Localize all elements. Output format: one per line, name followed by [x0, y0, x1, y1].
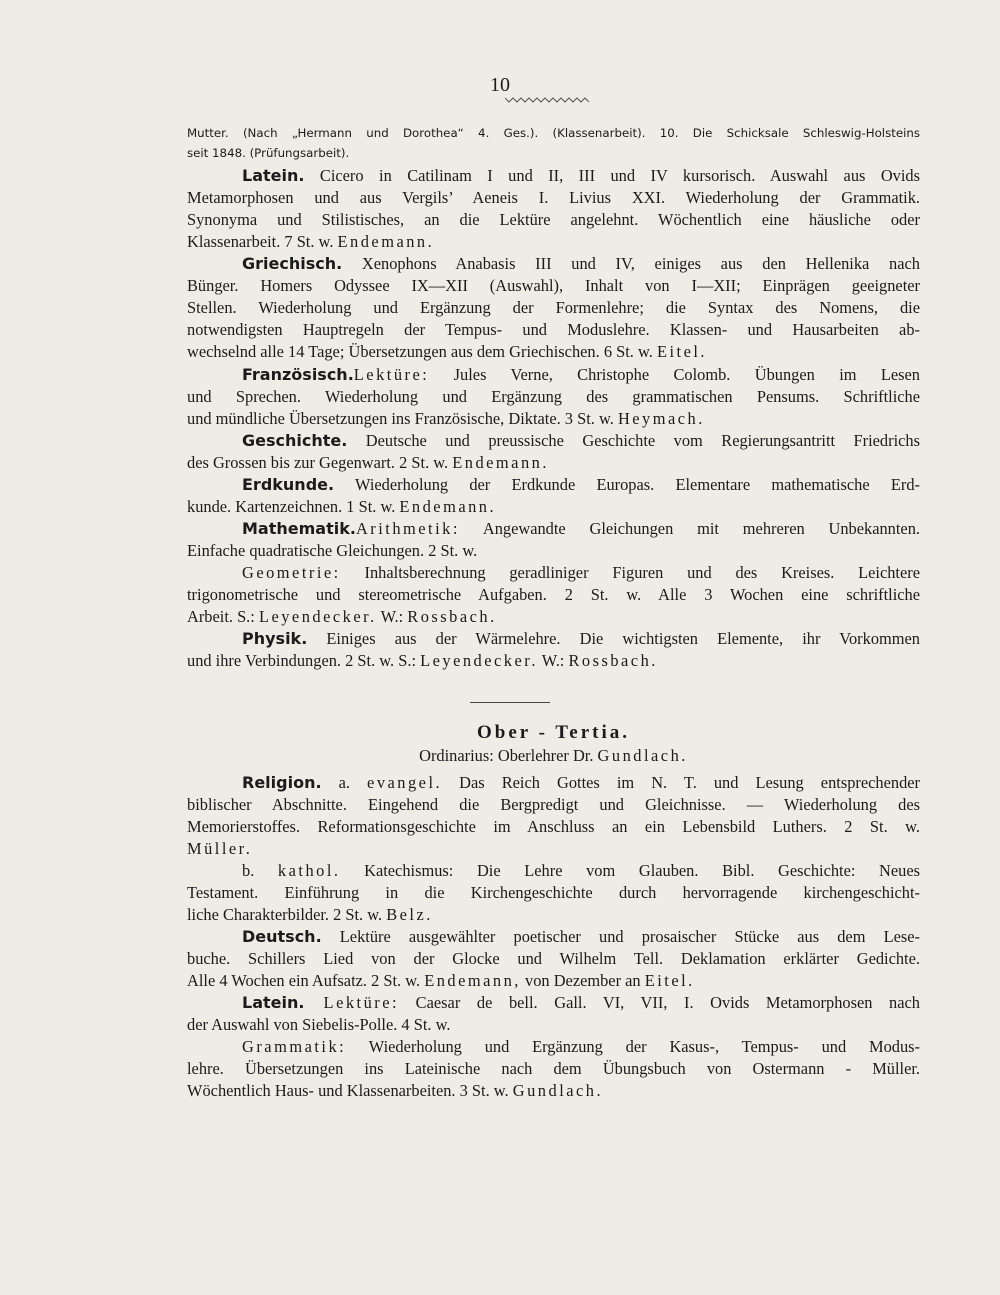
- spaced-name: evangel.: [367, 773, 443, 792]
- text-line: [187, 794, 920, 816]
- text-segment: Mutter. (Nach „Hermann und Dorothea“ 4. Ges.). (Klassenarbeit). 10. Die Schicksale Schleswig-Holsteins: [187, 126, 920, 140]
- text-segment: wechselnd alle 14 Tage; Übersetzungen aus dem Griechischen. 6 St. w.: [187, 342, 657, 361]
- text-line: [187, 992, 920, 1014]
- subject-heading: Religion.: [242, 773, 322, 792]
- subject-heading: Mathematik.: [242, 519, 356, 538]
- spaced-text: Arithmetik:: [355, 519, 460, 538]
- text-line: [187, 606, 920, 628]
- text-line: [187, 231, 920, 253]
- text-line: [187, 187, 920, 209]
- text-line: [187, 1036, 920, 1058]
- text-line: [187, 540, 920, 562]
- spaced-text: Müller.: [187, 839, 253, 858]
- text-segment: des Grossen bis zur Gegenwart. 2 St. w.: [187, 453, 453, 472]
- text-line: [187, 628, 920, 650]
- text-segment: Synonyma und Stilistisches, an die Lektüre angelehnt. Wöchentlich eine häusliche oder: [187, 210, 920, 229]
- text-line: [187, 253, 920, 275]
- text-segment: Wiederholung der Erdkunde Europas. Elementare mathematische Erd-: [334, 475, 920, 494]
- text-line: [187, 364, 920, 386]
- spaced-text: kathol.: [277, 861, 341, 880]
- text-segment: Inhaltsberechnung geradliniger Figuren und des Kreises. Leichtere: [340, 563, 920, 582]
- text-line: [187, 970, 920, 992]
- text-line: [187, 816, 920, 838]
- text-line: [187, 860, 920, 882]
- text-segment: a.: [321, 773, 368, 792]
- spaced-text: Grammatik:: [242, 1037, 347, 1056]
- text-line: [187, 650, 920, 672]
- text-segment: b.: [242, 861, 278, 880]
- spaced-text: Lektüre:: [304, 993, 400, 1012]
- subject-heading: Französisch.: [242, 365, 354, 384]
- text-segment: Arbeit. S.:: [187, 607, 259, 626]
- text-segment: Memorierstoffes. Reformationsgeschichte im Anschluss an ein Lebensbild Luthers. 2 St. w.: [187, 817, 920, 836]
- text-segment: Klassenarbeit. 7 St. w.: [187, 232, 338, 251]
- spaced-name: Gundlach.: [597, 746, 688, 765]
- text-segment: Caesar de bell. Gall. VI, VII, I. Ovids Metamorphosen nach: [399, 993, 920, 1012]
- text-segment: Deutsche und preussische Geschichte vom Regierungsantritt Friedrichs: [347, 431, 920, 450]
- spaced-name: Leyendecker.: [258, 607, 377, 626]
- page-number-ornament: [505, 96, 591, 104]
- text-line: [187, 562, 920, 584]
- text-line: [187, 297, 920, 319]
- spaced-name: Eitel.: [656, 342, 707, 361]
- text-segment: Einiges aus der Wärmelehre. Die wichtigsten Elemente, ihr Vorkommen: [307, 629, 920, 648]
- text-line: [187, 518, 920, 540]
- spaced-name: Endemann,: [424, 971, 521, 990]
- text-segment: Ordinarius: Oberlehrer Dr.: [419, 746, 598, 765]
- text-segment: Das Reich Gottes im N. T. und Lesung entsprechender: [442, 773, 921, 792]
- text-line: [187, 926, 920, 948]
- page-number: 10: [490, 74, 510, 96]
- spaced-name: Gundlach.: [512, 1081, 604, 1100]
- text-segment: Wiederholung und Ergänzung der Kasus-, Tempus- und Modus-: [346, 1037, 920, 1056]
- text-line: [187, 772, 920, 794]
- subject-heading: Latein.: [242, 166, 305, 185]
- section-divider: [470, 702, 550, 703]
- text-line: [187, 408, 920, 430]
- text-segment: von Dezember an: [520, 971, 645, 990]
- text-segment: Bünger. Homers Odyssee IX—XII (Auswahl), Inhalt von I—XII; Einprägen geeigneter: [187, 276, 920, 295]
- text-segment: lehre. Übersetzungen ins Lateinische nach dem Übungsbuch von Ostermann - Müller.: [187, 1059, 920, 1078]
- text-line: [187, 584, 920, 606]
- text-segment: Cicero in Catilinam I und II, III und IV kursorisch. Auswahl aus Ovids: [304, 166, 920, 185]
- spaced-name: Endemann.: [337, 232, 435, 251]
- spaced-name: Rossbach.: [407, 607, 497, 626]
- subject-heading: Erdkunde.: [242, 475, 335, 494]
- text-line: [187, 904, 920, 926]
- subject-heading: Griechisch.: [242, 254, 343, 273]
- text-segment: und ihre Verbindungen. 2 St. w. S.:: [187, 651, 421, 670]
- text-segment: Angewandte Gleichungen mit mehreren Unbekannten.: [459, 519, 920, 538]
- text-line: [187, 142, 920, 164]
- text-line: [187, 838, 920, 860]
- text-line: [187, 209, 920, 231]
- text-segment: Jules Verne, Christophe Colomb. Übungen im Lesen: [429, 365, 920, 384]
- text-segment: Lektüre ausgewählter poetischer und prosaischer Stücke aus dem Lese-: [321, 927, 920, 946]
- section-title: Ober - Tertia.: [476, 722, 630, 743]
- text-segment: Einfache quadratische Gleichungen. 2 St. w.: [187, 541, 478, 560]
- text-segment: und Sprechen. Wiederholung und Ergänzung des grammatischen Pensums. Schriftliche: [187, 387, 920, 406]
- text-segment: Xenophons Anabasis III und IV, einiges aus den Hellenika nach: [342, 254, 920, 273]
- spaced-name: Leyendecker.: [420, 651, 538, 670]
- text-line: [187, 496, 920, 518]
- text-segment: seit 1848. (Prüfungsarbeit).: [187, 146, 350, 160]
- subject-heading: Geschichte.: [242, 431, 348, 450]
- text-segment: Katechismus: Die Lehre vom Glauben. Bibl. Geschichte: Neues: [340, 861, 921, 880]
- spaced-name: Rossbach.: [568, 651, 658, 670]
- spaced-name: Endemann.: [399, 497, 497, 516]
- text-line: [187, 275, 920, 297]
- text-line: [187, 319, 920, 341]
- text-segment: der Auswahl von Siebelis-Polle. 4 St. w.: [187, 1015, 451, 1034]
- spaced-text: Geometrie:: [242, 563, 341, 582]
- spaced-name: Eitel.: [644, 971, 695, 990]
- text-segment: Stellen. Wiederholung und Ergänzung der Formenlehre; die Syntax des Nomens, die: [187, 298, 920, 317]
- text-segment: Wöchentlich Haus- und Klassenarbeiten. 3 St. w.: [187, 1081, 513, 1100]
- text-segment: Metamorphosen und aus Vergils’ Aeneis I. Livius XXI. Wiederholung der Grammatik.: [187, 188, 920, 207]
- text-line: [187, 948, 920, 970]
- text-segment: und mündliche Übersetzungen ins Französische, Diktate. 3 St. w.: [187, 409, 618, 428]
- text-line: [187, 341, 920, 363]
- text-line: [187, 386, 920, 408]
- text-segment: Alle 4 Wochen ein Aufsatz. 2 St. w.: [187, 971, 425, 990]
- spaced-name: Endemann.: [452, 453, 549, 472]
- text-segment: liche Charakterbilder. 2 St. w.: [187, 905, 387, 924]
- subject-heading: Physik.: [242, 629, 308, 648]
- text-segment: W.:: [537, 651, 569, 670]
- spaced-name: Belz.: [386, 905, 433, 924]
- text-line: [187, 1014, 920, 1036]
- subject-heading: Latein.: [242, 993, 305, 1012]
- text-line: [187, 430, 920, 452]
- spaced-name: Heymach.: [617, 409, 705, 428]
- text-segment: W.:: [376, 607, 408, 626]
- text-line: [187, 452, 920, 474]
- text-segment: Testament. Einführung in die Kirchengeschichte durch hervorragende kirchengeschicht-: [187, 883, 920, 902]
- text-line: [187, 882, 920, 904]
- text-line: [187, 165, 920, 187]
- text-segment: notwendigsten Hauptregeln der Tempus- und Moduslehre. Klassen- und Hausarbeiten ab-: [187, 320, 920, 339]
- text-line: [187, 1058, 920, 1080]
- text-line: [187, 745, 920, 767]
- text-segment: trigonometrische und stereometrische Aufgaben. 2 St. w. Alle 3 Wochen eine schriftliche: [187, 585, 920, 604]
- text-line: [187, 122, 920, 144]
- subject-heading: Deutsch.: [242, 927, 322, 946]
- spaced-text: Lektüre:: [353, 365, 430, 384]
- text-line: [187, 474, 920, 496]
- text-segment: biblischer Abschnitte. Eingehend die Bergpredigt und Gleichnisse. — Wiederholung des: [187, 795, 920, 814]
- text-segment: kunde. Kartenzeichnen. 1 St. w.: [187, 497, 400, 516]
- text-segment: buche. Schillers Lied von der Glocke und Wilhelm Tell. Deklamation erklärter Gedichte.: [187, 949, 920, 968]
- text-line: [187, 1080, 920, 1102]
